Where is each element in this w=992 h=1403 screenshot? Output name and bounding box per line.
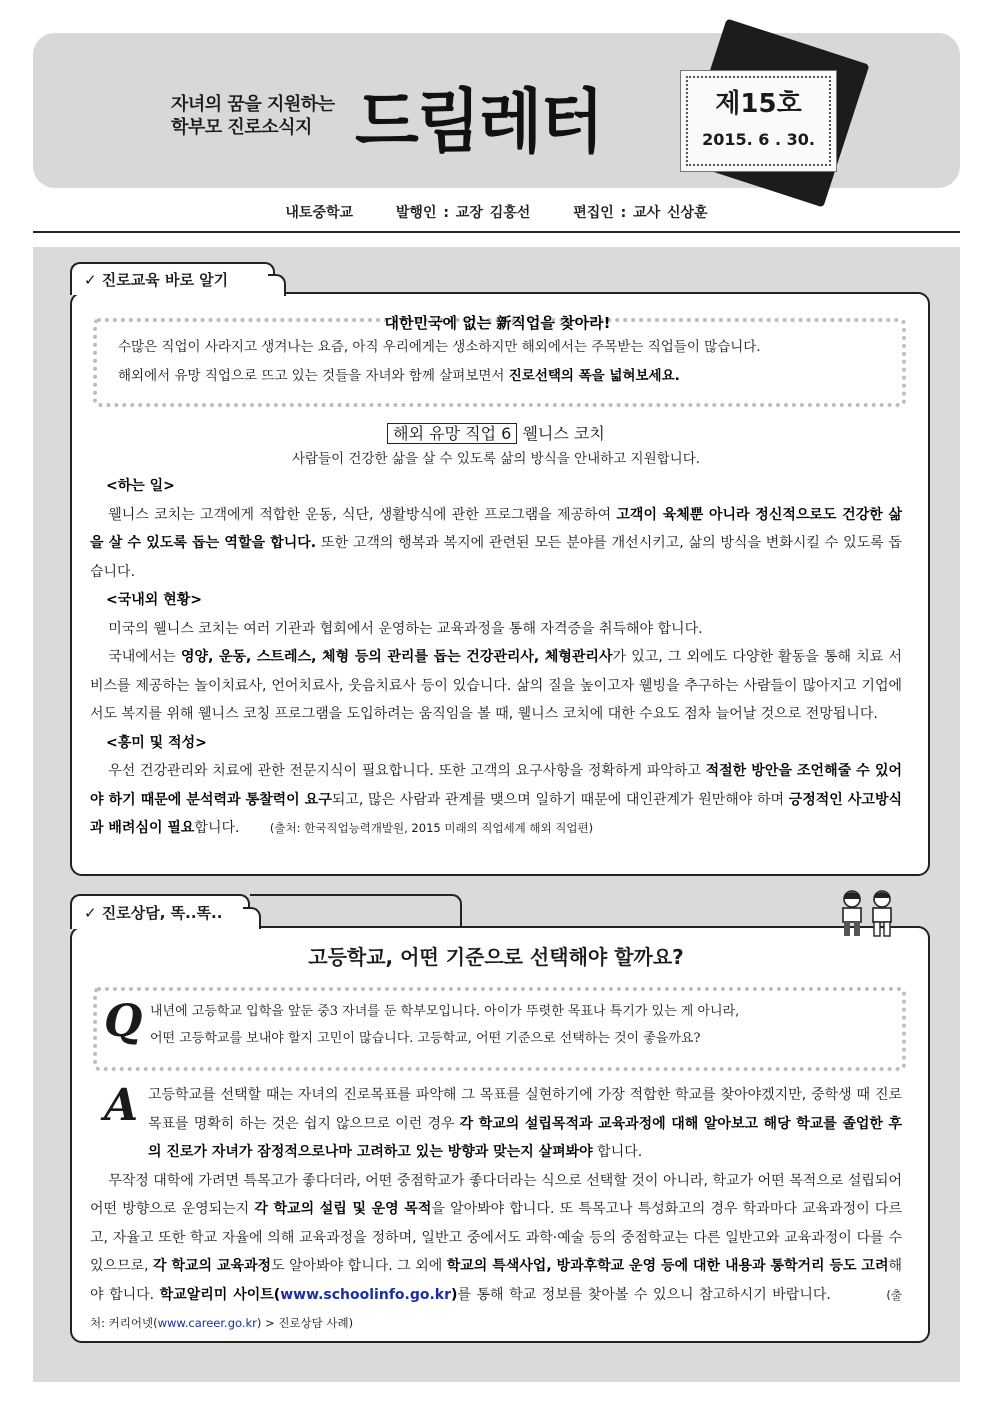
editor-name: 편집인 : 교사 신상훈 <box>573 205 708 221</box>
section1-intro-text: 수많은 직업이 사라지고 생겨나는 요즘, 아직 우리에게는 생소하지만 해외에서는 주목받는 직업들이 많습니다. 해외에서 유망 직업으로 뜨고 있는 것들을 자녀와 함께 살펴보면서 진로선택의 폭을 넓혀보세요. <box>118 339 761 384</box>
people-icon <box>836 890 898 940</box>
job-label: 해외 유망 직업 6 <box>387 423 517 444</box>
header-subtitle-line1: 자녀의 꿈을 지원하는 <box>171 94 335 115</box>
section2-tab-back <box>250 894 462 926</box>
section2-tab: ✓ 진로상담, 똑..똑.. <box>70 894 250 929</box>
job-description: 사람들이 건강한 삶을 살 수 있도록 삶의 방식을 안내하고 지원합니다. <box>291 451 701 467</box>
section1-tab-ear <box>268 274 286 296</box>
publisher-line <box>33 202 960 222</box>
heading-status: <국내외 현황> <box>106 592 202 608</box>
header-subtitle-line2: 학부모 진로소식지 <box>171 117 312 138</box>
school-name: 내토중학교 <box>285 205 354 221</box>
job-heading <box>90 420 902 448</box>
issue-number: 제15호 <box>715 89 802 119</box>
heading-work: <하는 일> <box>106 478 175 494</box>
header-divider <box>33 231 960 233</box>
section2-source: (출처: 커리어넷(www.career.go.kr) > 진로상담 사례) <box>90 1287 902 1330</box>
issue-date: 2015. 6 . 30. <box>702 130 815 149</box>
career-link[interactable]: www.career.go.kr <box>157 1316 257 1330</box>
publisher-name: 발행인 : 교장 김홍선 <box>395 205 531 221</box>
schoolinfo-link[interactable]: www.schoolinfo.go.kr <box>280 1286 452 1303</box>
section2-title: 고등학교, 어떤 기준으로 선택해야 할까요? <box>308 945 684 969</box>
section1-tab: ✓ 진로교육 바로 알기 <box>70 262 275 295</box>
job-title: 웰니스 코치 <box>522 424 605 443</box>
section1-source: (출처: 한국직업능력개발원, 2015 미래의 직업세계 해외 직업편) <box>269 821 594 835</box>
q-mark: Q <box>104 996 143 1047</box>
section1-intro-title: 대한민국에 없는 新직업을 찾아라! <box>384 314 611 332</box>
heading-aptitude: <흥미 및 적성> <box>106 734 207 751</box>
answer-text: 고등학교를 선택할 때는 자녀의 진로목표를 파악해 그 목표를 실현하기에 가장 적합한 학교를 찾아야겠지만, 중학생 때 진로목표를 명확히 하는 것은 쉽지 않으므로 이런 경우 각 학교의 설립목적과 교육과정에 대해 알아보고 해당 학교를 졸업한 후의 진로가 자녀가 잠정적으로나마 고려하고 있는 방향과 맞는지 살펴봐야 합니다. 무작정 대학에 가려면 특목고가 좋다더라, 어떤 중점학교가 좋다더라는 식으로 선택할 것이 아니라, 학교가 어떤 목적으로 설립되어 어떤 방향으로 운영되는지 각 학교의 설립 및 운영 목적을 알아봐야 합니다. 또 특목고나 특성화고의 경우 학과마다 교육과정이 다르고, 자율고 또한 학교 자율에 의해 교육과정을 정하며, 일반고 중에서도 과학·예술 등의 중점학교는 다른 일반고와 교육과정이 다를 수 있으므로, 각 학교의 교육과정도 알아봐야 합니다. 그 외에 학교의 특색사업, 방과후학교 운영 등에 대한 내용과 통학거리 등도 고려해야 합니다. 학교알리미 사이트(www.schoolinfo.go.kr)를 통해 학교 정보를 찾아볼 수 있으니 참고하시기 바랍니다. (출처: 커리어넷(www.career.go.kr) > 진로상담 사례) <box>90 1087 903 1330</box>
question-text: 내년에 고등학교 입학을 앞둔 중3 자녀를 둔 학부모입니다. 아이가 뚜렷한 목표나 특기가 있는 게 아니라, 어떤 고등학교를 보내야 할지 고민이 많습니다. 고등학교, 어떤 기준으로 선택하는 것이 좋을까요? <box>150 1004 740 1046</box>
a-mark: A <box>104 1080 139 1131</box>
newsletter-logo: 드림레터 <box>355 80 603 163</box>
section1-body: <하는 일> 웰니스 코치는 고객에게 적합한 운동, 식단, 생활방식에 관한 프로그램을 제공하여 고객이 육체뿐 아니라 정신적으로도 건강한 삶을 살 수 있도록 돕는 역할을 합니다. 또한 고객의 행복과 복지에 관련된 모든 분야를 개선시키고, 삶의 방식을 변화시킬 수 있도록 돕습니다. <국내외 현황> 미국의 웰니스 코치는 여러 기관과 협회에서 운영하는 교육과정을 통해 자격증을 취득해야 합니다. 국내에서는 영양, 운동, 스트레스, 체형 등의 관리를 돕는 건강관리사, 체형관리사가 있고, 그 외에도 다양한 활동을 통해 치료 서비스를 제공하는 놀이치료사, 언어치료사, 웃음치료사 등이 있습니다. 삶의 질을 높이고자 웰빙을 추구하는 사람들이 많아지고 기업에서도 복지를 위해 웰니스 코칭 프로그램을 도입하려는 움직임을 볼 때, 웰니스 코치에 대한 수요도 점차 늘어날 것으로 전망됩니다. <흥미 및 적성> 우선 건강관리와 치료에 관한 전문지식이 필요합니다. 또한 고객의 요구사항을 정확하게 파악하고 적절한 방안을 조언해줄 수 있어야 하기 때문에 분석력과 통찰력이 요구되고, 많은 사람과 관계를 맺으며 일하기 때문에 대인관계가 원만해야 하며 긍정적인 사고방식과 배려심이 필요합니다. (출처: 한국직업능력개발원, 2015 미래의 직업세계 해외 직업편) <box>90 478 902 836</box>
